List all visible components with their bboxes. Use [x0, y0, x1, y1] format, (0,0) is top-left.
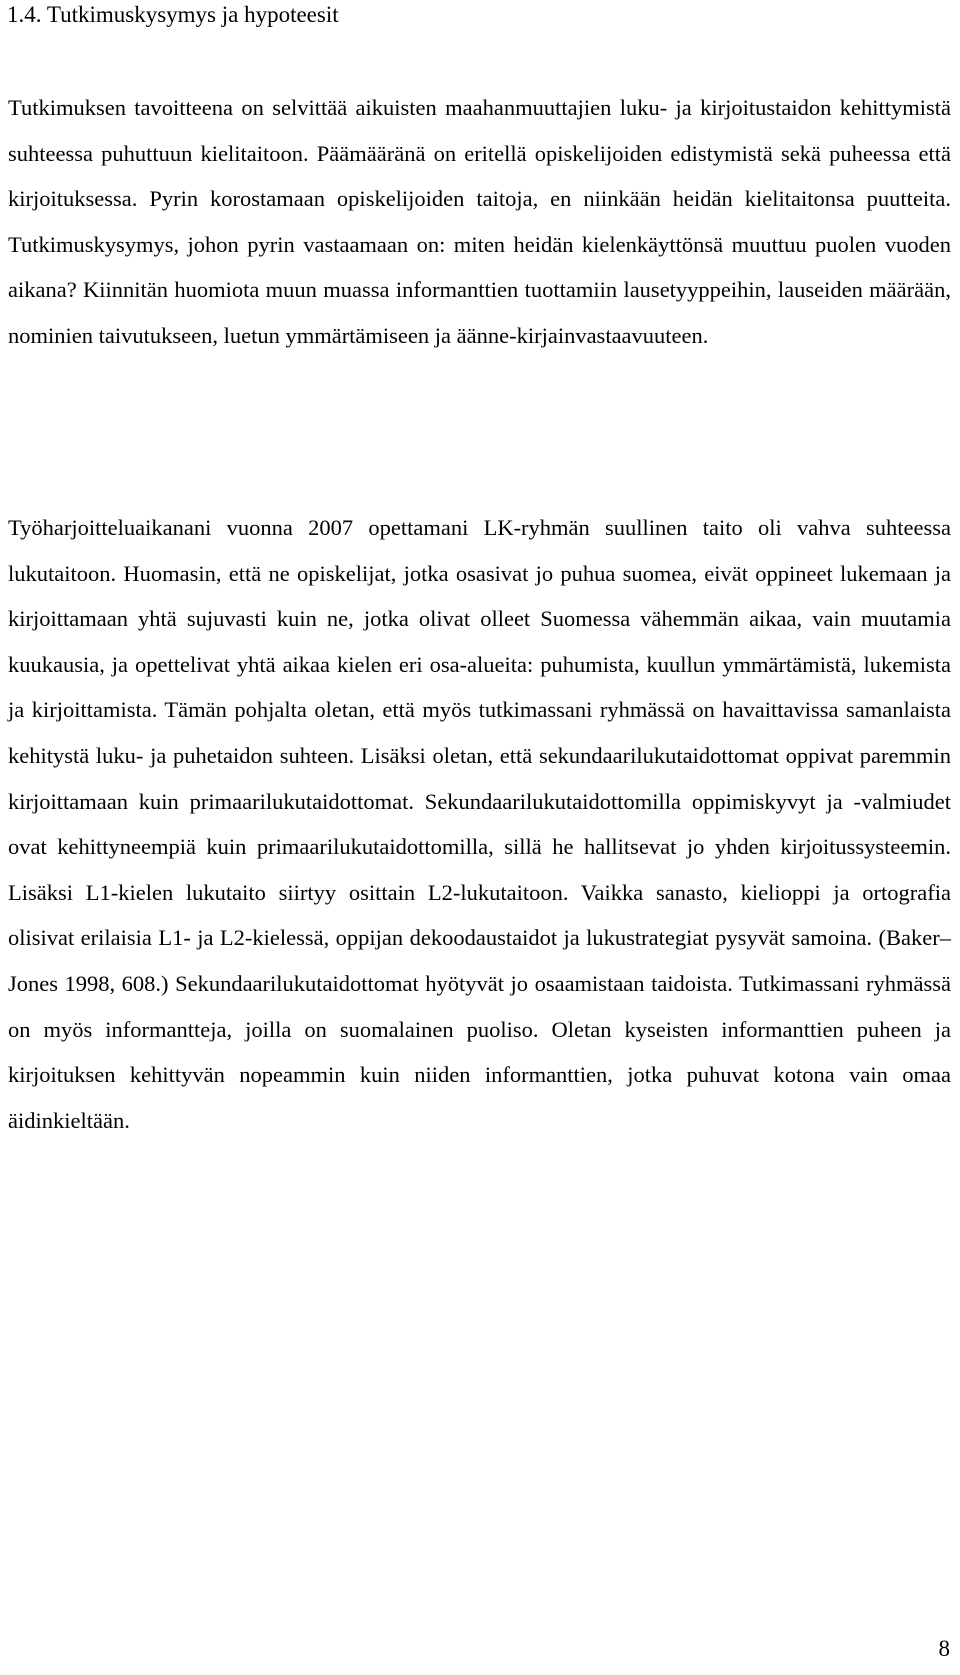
page-number: 8 — [938, 1636, 950, 1661]
paragraph-hypotheses: Työharjoitteluaikanani vuonna 2007 opettamani LK-ryhmän suullinen taito oli vahva suhteessa lukutaitoon. Huomasin, että ne opiskelijat, jotka osasivat jo puhua suomea, eivät oppineet lukemaan ja kirjoittamaan yhtä sujuvasti kuin ne, jotka olivat olleet Suomessa vähemmän aikaa, vain muutamia kuukausia, ja opettelivat yhtä aikaa kielen eri osa-alueita: puhumista, kuullun ymmärtämistä, lukemista ja kirjoittamista. Tämän pohjalta oletan, että myös tutkimassani ryhmässä on havaittavissa samanlaista kehitystä luku- ja puhetaidon suhteen. Lisäksi oletan, että sekundaarilukutaidottomat oppivat paremmin kirjoittamaan kuin primaarilukutaidottomat. Sekundaarilukutaidottomilla oppimiskyvyt ja -valmiudet ovat kehittyneempiä kuin primaarilukutaidottomilla, sillä he hallitsevat jo yhden kirjoitussysteemin. Lisäksi L1-kielen lukutaito siirtyy osittain L2-lukutaitoon. Vaikka sanasto, kielioppi ja ortografia olisivat erilaisia L1- ja L2-kielessä, oppijan dekoodaustaidot ja lukustrategiat pysyvät samoina. (Baker–Jones 1998, 608.) Sekundaarilukutaidottomat hyötyvät jo osaamistaan taidoista. Tutkimassani ryhmässä on myös informantteja, joilla on suomalainen puoliso. Oletan kyseisten informanttien puheen ja kirjoituksen kehittyvän nopeammin kuin niiden informanttien, jotka puhuvat kotona vain omaa äidinkieltään. — [8, 515, 951, 1133]
paragraph-research-question: Tutkimuksen tavoitteena on selvittää aikuisten maahanmuuttajien luku- ja kirjoitustaidon kehittymistä suhteessa puhuttuun kielitaitoon. Päämääränä on eritellä opiskelijoiden edistymistä sekä puheessa että kirjoituksessa. Pyrin korostamaan opiskelijoiden taitoja, en niinkään heidän kielitaitonsa puutteita. Tutkimuskysymys, johon pyrin vastaamaan on: miten heidän kielenkäyttönsä muuttuu puolen vuoden aikana? Kiinnitän huomiota muun muassa informanttien tuottamiin lausetyyppeihin, lauseiden määrään, nominien taivutukseen, luetun ymmärtämiseen ja äänne-kirjainvastaavuuteen. — [8, 95, 951, 348]
section-heading: 1.4. Tutkimuskysymys ja hypoteesit — [7, 2, 339, 27]
